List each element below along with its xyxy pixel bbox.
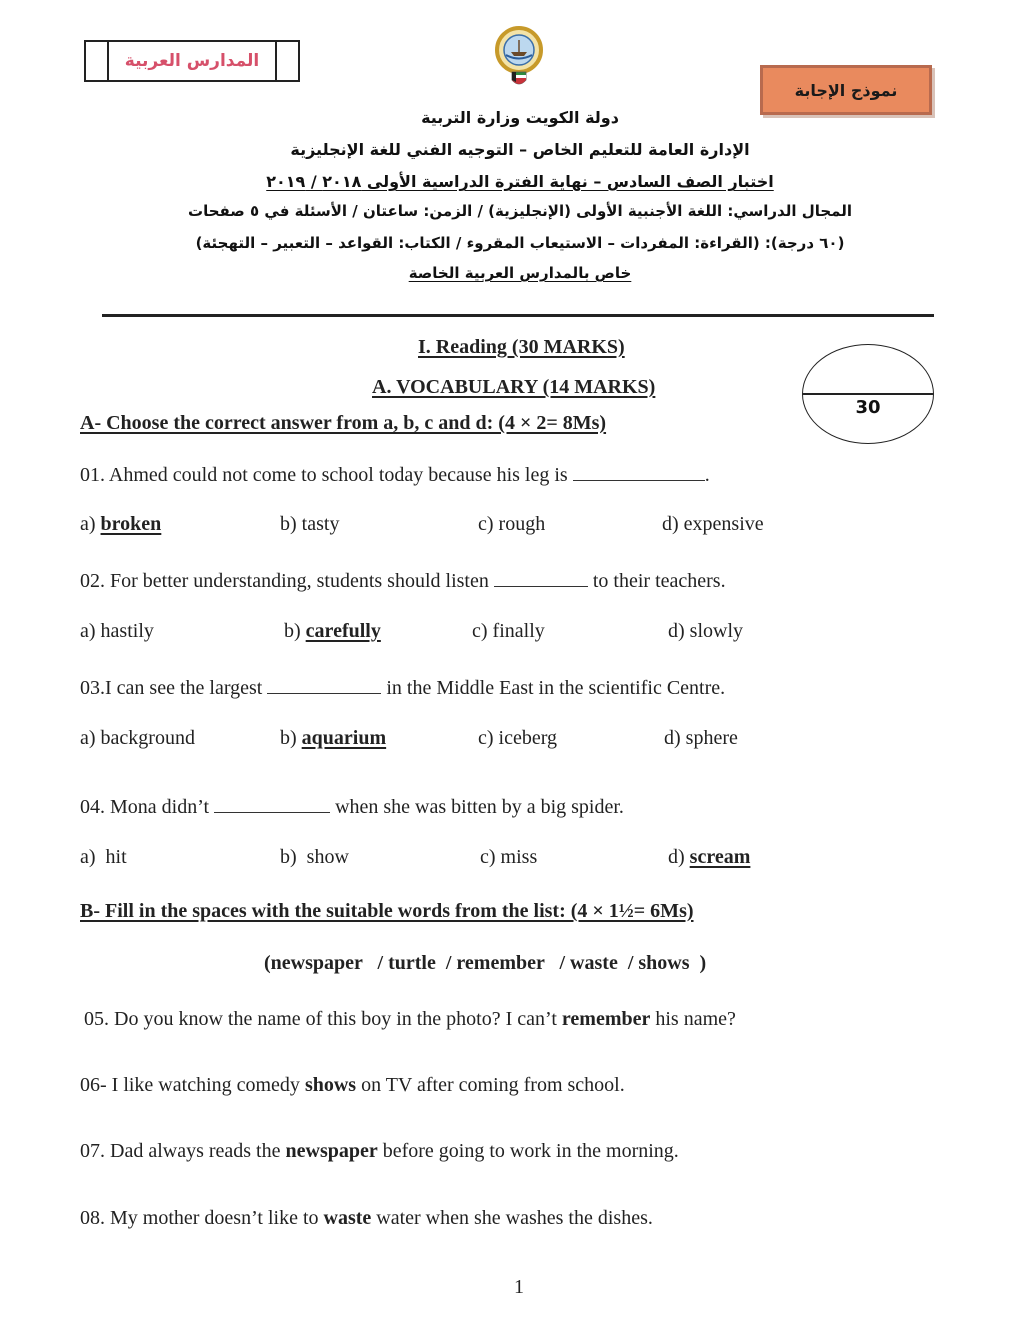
school-type-label: المدارس العربية [109,42,277,80]
option-c: c) miss [480,846,538,868]
option-a: a) broken [80,513,162,535]
option-b: b) tasty [280,513,340,535]
filled-answer: waste [323,1207,372,1229]
option-a: a) hit [80,846,127,868]
option-a: a) hastily [80,620,154,642]
page-number: 1 [514,1276,524,1298]
question-text-end: in the Middle East in the scientific Centre. [381,677,726,699]
correct-answer: broken [100,513,162,535]
question-text-end: . [704,464,710,486]
answer-blank [214,792,330,813]
question-text-end: to their teachers. [587,570,726,592]
question-01 [80,460,710,487]
option-b: b) aquarium [280,727,387,749]
header-divider [102,314,934,317]
question-02 [80,566,726,593]
header-line-ministry: دولة الكويت وزارة التربية [421,108,619,127]
part-b-instruction: B- Fill in the spaces with the suitable words from the list: (4 × 1½= 6Ms) [80,900,694,922]
question-03 [80,673,725,700]
option-a: a) background [80,727,195,749]
option-d: d) slowly [668,620,744,642]
correct-answer: carefully [305,620,381,642]
question-text: 03.I can see the largest [80,677,268,699]
part-a-instruction: A- Choose the correct answer from a, b, c and d: (4 × 2= 8Ms) [80,412,607,434]
option-c: c) rough [478,513,546,535]
option-d: d) expensive [662,513,764,535]
option-b: b) carefully [284,620,381,642]
header-line-subject: المجال الدراسي: اللغة الأجنبية الأولى (الإنجليزية) / الزمن: ساعتان / الأسئلة في ٥ صفحات [188,202,852,220]
filled-answer: newspaper [285,1140,378,1162]
filled-answer: remember [561,1008,651,1030]
header-line-exam: اختبار الصف السادس – نهاية الفترة الدراسية الأولى ٢٠١٨ / ٢٠١٩ [266,172,774,191]
sentence-08: 08. My mother doesn’t like to waste water when she washes the dishes. [80,1207,653,1229]
option-b: b) show [280,846,349,868]
question-text: 02. For better understanding, students should listen [80,570,494,592]
school-type-box [84,40,300,82]
section-title: I. Reading (30 MARKS) [418,336,625,358]
score-total: 30 [855,397,881,418]
score-oval [802,344,934,444]
question-04 [80,792,624,819]
kuwait-emblem-icon [484,22,554,92]
header-line-private-schools: خاص بالمدارس العربية الخاصة [408,264,632,282]
header-line-department: الإدارة العامة للتعليم الخاص – التوجيه الفني للغة الإنجليزية [290,140,750,159]
question-text: 01. Ahmed could not come to school today because his leg is [80,464,573,486]
answer-blank [573,460,705,481]
question-text-end: when she was bitten by a big spider. [330,796,624,818]
option-c: c) finally [472,620,545,642]
header-line-marks: (٦٠ درجة): (القراءة: المفردات – الاستيعاب المقروء / الكتاب: القواعد – التعبير – التهجئة) [195,234,845,252]
section-subtitle: A. VOCABULARY (14 MARKS) [372,376,656,398]
answer-blank [494,566,588,587]
checkbox-cell [86,42,109,80]
word-list: (newspaper / turtle / remember / waste / shows ) [264,952,707,974]
option-d: d) sphere [664,727,738,749]
checkbox-cell [277,42,298,80]
sentence-07: 07. Dad always reads the newspaper before going to work in the morning. [80,1140,679,1162]
sentence-05: 05. Do you know the name of this boy in the photo? I can’t remember his name? [84,1008,736,1030]
option-c: c) iceberg [478,727,558,749]
answer-key-badge: نموذج الإجابة [760,65,932,115]
sentence-06: 06- I like watching comedy shows on TV after coming from school. [80,1074,625,1096]
filled-answer: shows [304,1074,357,1096]
score-divider [803,393,933,395]
question-text: 04. Mona didn’t [80,796,215,818]
correct-answer: aquarium [301,727,387,749]
answer-blank [267,673,381,694]
correct-answer: scream [689,846,751,868]
option-d: d) scream [668,846,751,868]
